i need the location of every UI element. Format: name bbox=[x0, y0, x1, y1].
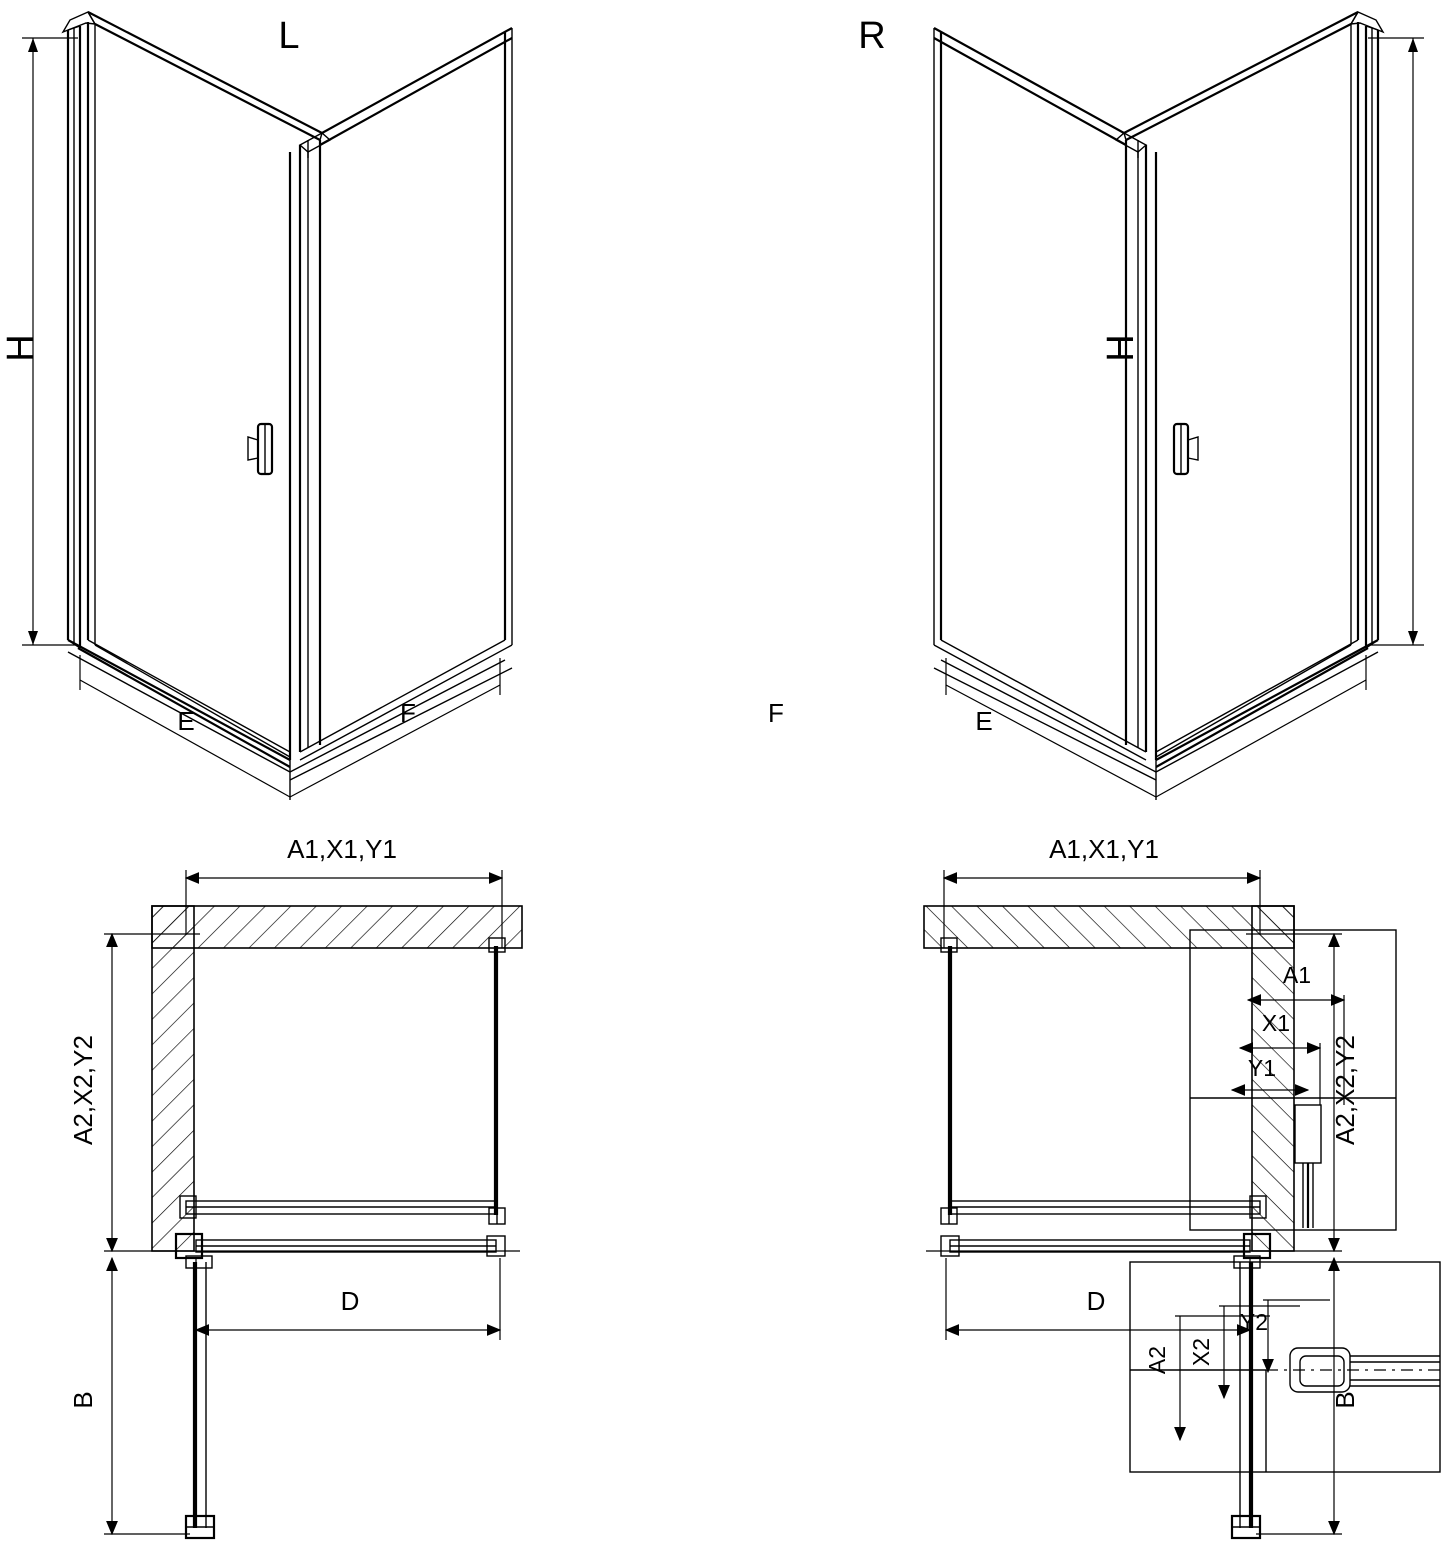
iso-right-enclosure bbox=[934, 12, 1383, 800]
plan-left-fixed-panel-horizontal bbox=[180, 1196, 496, 1218]
iso-left-label: L bbox=[278, 15, 300, 57]
iso-left-side-label: F bbox=[400, 698, 416, 728]
plan-right-fixed-panel-vertical bbox=[941, 938, 957, 1224]
plan-left-side-dimension bbox=[68, 934, 520, 1251]
plan-left-inner-dimension bbox=[196, 1258, 500, 1340]
plan-right-lower-rail bbox=[941, 1234, 1270, 1258]
plan-view-left bbox=[68, 834, 522, 1538]
plan-left-top-wall bbox=[152, 906, 522, 948]
plan-right-top-wall bbox=[924, 906, 1294, 948]
plan-right-fixed-panel-horizontal bbox=[950, 1196, 1266, 1218]
detail-bottom-y2 bbox=[1240, 1300, 1330, 1372]
iso-view-left bbox=[0, 12, 512, 800]
plan-left-door-dim-label: B bbox=[68, 1391, 98, 1409]
plan-left-swing-door bbox=[186, 1256, 214, 1538]
plan-right-side-dim-label: A2,X2,Y2 bbox=[1330, 1035, 1360, 1145]
iso-view-right bbox=[934, 12, 1424, 800]
detail-bottom-label-a2: A2 bbox=[1144, 1345, 1170, 1375]
plan-left-fixed-panel-vertical bbox=[489, 938, 505, 1224]
iso-right-height-dimension bbox=[1368, 38, 1424, 645]
detail-top-label-a1: A1 bbox=[1282, 962, 1312, 988]
iso-left-height-label: H bbox=[0, 334, 42, 362]
iso-right-front-label: E bbox=[975, 706, 993, 736]
iso-left-enclosure bbox=[63, 12, 512, 800]
detail-top-label-y1: Y1 bbox=[1247, 1055, 1277, 1081]
plan-left-lower-rail bbox=[176, 1234, 505, 1258]
plan-left-inner-dim-label: D bbox=[340, 1286, 360, 1316]
iso-left-door-handle bbox=[248, 424, 272, 474]
plan-left-top-dim-label: A1,X1,Y1 bbox=[287, 834, 397, 864]
iso-right-label: R bbox=[858, 15, 886, 57]
detail-top-label-x1: X1 bbox=[1261, 1010, 1291, 1036]
plan-right-top-dim-label: A1,X1,Y1 bbox=[1049, 834, 1159, 864]
iso-left-height-dimension bbox=[0, 38, 78, 645]
plan-right-inner-dim-label: D bbox=[1086, 1286, 1106, 1316]
detail-bottom-label-y2: Y2 bbox=[1239, 1309, 1269, 1335]
plan-left-door-dimension bbox=[68, 1258, 190, 1534]
plan-view-right bbox=[924, 870, 1342, 1538]
plan-right-door-dim-label: B bbox=[1330, 1391, 1360, 1409]
iso-right-side-label: F bbox=[768, 698, 784, 728]
detail-bottom-label-x2: X2 bbox=[1188, 1337, 1214, 1367]
detail-view-bottom bbox=[1130, 1262, 1440, 1472]
iso-right-door-handle bbox=[1174, 424, 1198, 474]
iso-right-height-label: H bbox=[1100, 334, 1142, 362]
plan-left-side-dim-label: A2,X2,Y2 bbox=[68, 1035, 98, 1145]
iso-left-front-label: E bbox=[177, 706, 195, 736]
plan-left-side-wall bbox=[152, 906, 194, 1251]
plan-right-swing-door bbox=[1232, 1256, 1260, 1538]
